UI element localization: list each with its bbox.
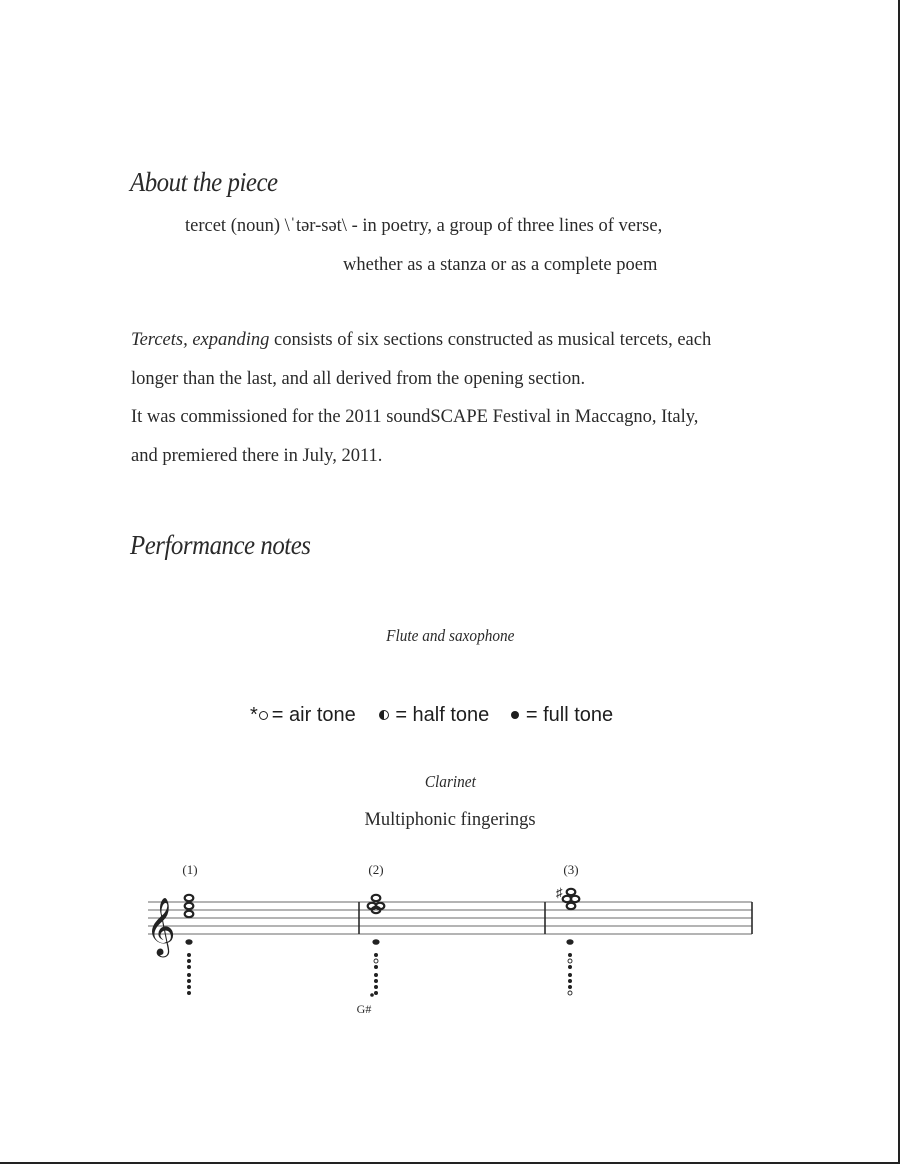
- air-tone-icon: [259, 711, 268, 720]
- sharp-accidental-icon: ♯: [556, 885, 563, 900]
- half-tone-icon: [379, 710, 389, 720]
- fingering-label-2: (2): [368, 862, 384, 877]
- piece-title: Tercets, expanding: [131, 330, 270, 350]
- clarinet-label: Clarinet: [424, 772, 476, 791]
- full-tone-label: = full tone: [525, 704, 614, 726]
- fingering-diagram-2: [370, 939, 379, 997]
- definition-line-1: tercet (noun) \ˈtər-sət\ - in poetry, a group of three lines of verse,: [185, 216, 663, 236]
- air-tone-label: = air tone: [271, 704, 356, 726]
- paragraph-line-2: longer than the last, and all derived from the opening section.: [131, 369, 586, 389]
- key-note-g-sharp: G#: [356, 1002, 372, 1016]
- paragraph-line-4: and premiered there in July, 2011.: [131, 446, 383, 466]
- staff-lines: [148, 902, 752, 934]
- flute-sax-label-wrap: [0, 626, 900, 646]
- multiphonic-label: Multiphonic fingerings: [364, 810, 536, 830]
- tone-legend: [250, 704, 613, 727]
- definition-line-2: whether as a stanza or as a complete poem: [343, 255, 658, 275]
- performance-heading: Performance notes: [130, 530, 311, 560]
- multiphonic-staff: [0, 855, 900, 1025]
- full-tone-icon: [511, 711, 519, 719]
- paragraph-line-1-rest: consists of six sections constructed as musical tercets, each: [269, 330, 712, 350]
- clarinet-label-wrap: [0, 772, 900, 792]
- fingering-diagram-3: [566, 939, 573, 995]
- treble-clef-icon: 𝄞: [146, 898, 176, 954]
- fingering-label-3: (3): [563, 862, 579, 877]
- paragraph-line-1: [131, 330, 711, 351]
- fingering-label-1: (1): [182, 862, 198, 877]
- about-heading: About the piece: [130, 167, 278, 197]
- chord-3: [563, 889, 580, 909]
- legend-asterisk: *: [250, 704, 258, 726]
- paragraph-line-3: It was commissioned for the 2011 soundSCAPE Festival in Maccagno, Italy,: [131, 407, 699, 427]
- chord-1: [185, 895, 194, 917]
- fingering-diagram-1: [185, 939, 192, 995]
- flute-sax-label: Flute and saxophone: [385, 626, 515, 645]
- half-tone-label: = half tone: [395, 704, 490, 726]
